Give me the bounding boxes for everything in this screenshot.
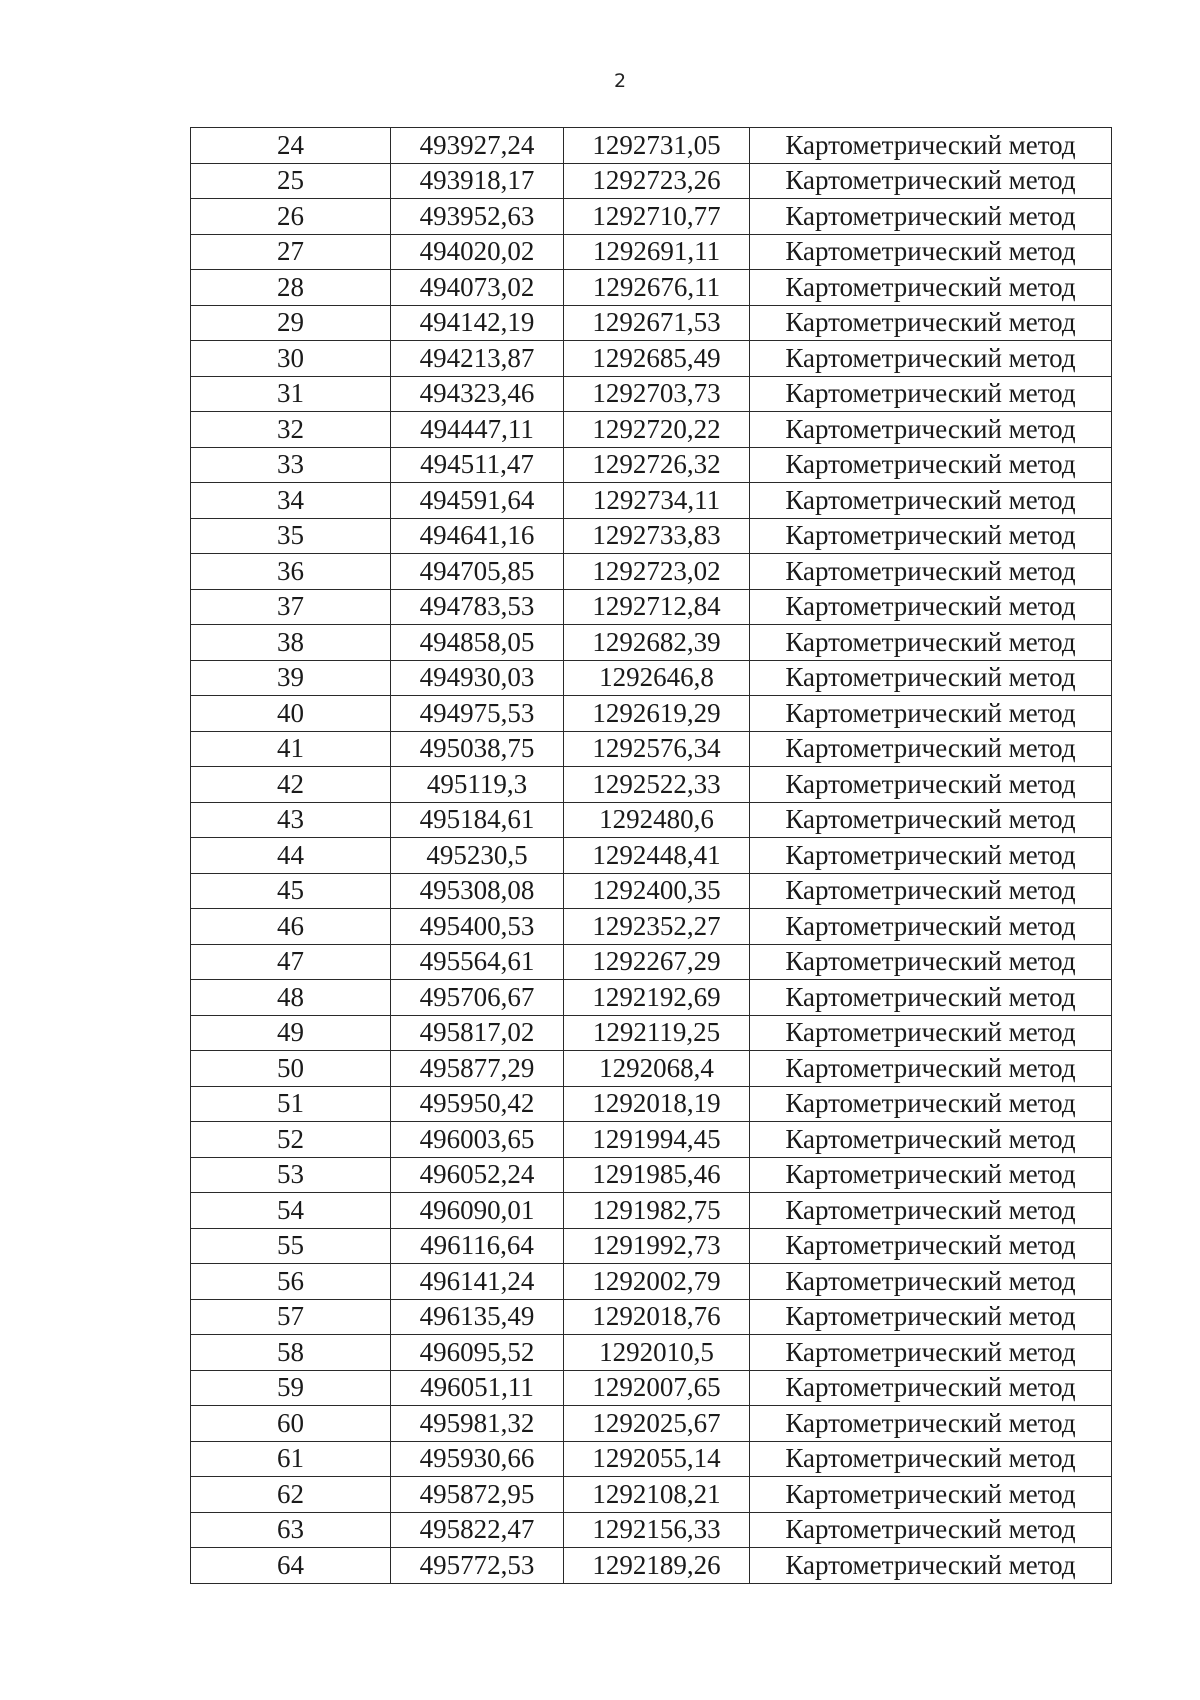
y-coordinate-cell: 1292576,34 [564, 731, 750, 767]
method-cell: Картометрический метод [750, 1406, 1112, 1442]
method-cell: Картометрический метод [750, 1477, 1112, 1513]
method-cell: Картометрический метод [750, 1264, 1112, 1300]
point-number-cell: 34 [191, 483, 391, 519]
point-number-cell: 54 [191, 1193, 391, 1229]
table-row [191, 980, 1112, 1016]
point-number-cell: 24 [191, 128, 391, 164]
table-row [191, 163, 1112, 199]
method-cell: Картометрический метод [750, 589, 1112, 625]
table-row [191, 376, 1112, 412]
x-coordinate-cell: 495877,29 [391, 1051, 564, 1087]
point-number-cell: 32 [191, 412, 391, 448]
point-number-cell: 39 [191, 660, 391, 696]
point-number-cell: 42 [191, 767, 391, 803]
method-cell: Картометрический метод [750, 305, 1112, 341]
y-coordinate-cell: 1292002,79 [564, 1264, 750, 1300]
y-coordinate-cell: 1291985,46 [564, 1157, 750, 1193]
method-cell: Картометрический метод [750, 341, 1112, 377]
x-coordinate-cell: 495564,61 [391, 944, 564, 980]
point-number-cell: 30 [191, 341, 391, 377]
point-number-cell: 64 [191, 1548, 391, 1584]
table-row [191, 1122, 1112, 1158]
y-coordinate-cell: 1291982,75 [564, 1193, 750, 1229]
method-cell: Картометрический метод [750, 128, 1112, 164]
point-number-cell: 28 [191, 270, 391, 306]
x-coordinate-cell: 496116,64 [391, 1228, 564, 1264]
x-coordinate-cell: 496141,24 [391, 1264, 564, 1300]
x-coordinate-cell: 495772,53 [391, 1548, 564, 1584]
y-coordinate-cell: 1292731,05 [564, 128, 750, 164]
point-number-cell: 51 [191, 1086, 391, 1122]
point-number-cell: 25 [191, 163, 391, 199]
table-row [191, 1228, 1112, 1264]
x-coordinate-cell: 494930,03 [391, 660, 564, 696]
x-coordinate-cell: 495930,66 [391, 1441, 564, 1477]
method-cell: Картометрический метод [750, 909, 1112, 945]
method-cell: Картометрический метод [750, 625, 1112, 661]
y-coordinate-cell: 1292712,84 [564, 589, 750, 625]
x-coordinate-cell: 495872,95 [391, 1477, 564, 1513]
point-number-cell: 27 [191, 234, 391, 270]
y-coordinate-cell: 1292676,11 [564, 270, 750, 306]
y-coordinate-cell: 1292480,6 [564, 802, 750, 838]
table-row [191, 518, 1112, 554]
x-coordinate-cell: 494073,02 [391, 270, 564, 306]
x-coordinate-cell: 495230,5 [391, 838, 564, 874]
point-number-cell: 37 [191, 589, 391, 625]
table-row [191, 234, 1112, 270]
y-coordinate-cell: 1292352,27 [564, 909, 750, 945]
x-coordinate-cell: 493918,17 [391, 163, 564, 199]
y-coordinate-cell: 1292055,14 [564, 1441, 750, 1477]
method-cell: Картометрический метод [750, 696, 1112, 732]
method-cell: Картометрический метод [750, 838, 1112, 874]
point-number-cell: 57 [191, 1299, 391, 1335]
table-row [191, 1264, 1112, 1300]
y-coordinate-cell: 1292119,25 [564, 1015, 750, 1051]
y-coordinate-cell: 1292726,32 [564, 447, 750, 483]
y-coordinate-cell: 1292400,35 [564, 873, 750, 909]
y-coordinate-cell: 1292682,39 [564, 625, 750, 661]
y-coordinate-cell: 1292068,4 [564, 1051, 750, 1087]
method-cell: Картометрический метод [750, 1548, 1112, 1584]
point-number-cell: 56 [191, 1264, 391, 1300]
method-cell: Картометрический метод [750, 980, 1112, 1016]
point-number-cell: 31 [191, 376, 391, 412]
method-cell: Картометрический метод [750, 1157, 1112, 1193]
y-coordinate-cell: 1292685,49 [564, 341, 750, 377]
y-coordinate-cell: 1292018,76 [564, 1299, 750, 1335]
method-cell: Картометрический метод [750, 944, 1112, 980]
y-coordinate-cell: 1292691,11 [564, 234, 750, 270]
point-number-cell: 43 [191, 802, 391, 838]
x-coordinate-cell: 496095,52 [391, 1335, 564, 1371]
table-row [191, 270, 1112, 306]
table-row [191, 767, 1112, 803]
point-number-cell: 38 [191, 625, 391, 661]
method-cell: Картометрический метод [750, 483, 1112, 519]
y-coordinate-cell: 1292010,5 [564, 1335, 750, 1371]
x-coordinate-cell: 495817,02 [391, 1015, 564, 1051]
method-cell: Картометрический метод [750, 234, 1112, 270]
y-coordinate-cell: 1291992,73 [564, 1228, 750, 1264]
point-number-cell: 33 [191, 447, 391, 483]
y-coordinate-cell: 1292267,29 [564, 944, 750, 980]
point-number-cell: 35 [191, 518, 391, 554]
table-row [191, 1193, 1112, 1229]
x-coordinate-cell: 495308,08 [391, 873, 564, 909]
x-coordinate-cell: 494783,53 [391, 589, 564, 625]
table-row [191, 412, 1112, 448]
x-coordinate-cell: 494858,05 [391, 625, 564, 661]
point-number-cell: 46 [191, 909, 391, 945]
x-coordinate-cell: 496090,01 [391, 1193, 564, 1229]
table-row [191, 1051, 1112, 1087]
x-coordinate-cell: 495981,32 [391, 1406, 564, 1442]
point-number-cell: 47 [191, 944, 391, 980]
table-row [191, 341, 1112, 377]
x-coordinate-cell: 495822,47 [391, 1512, 564, 1548]
x-coordinate-cell: 494447,11 [391, 412, 564, 448]
table-row [191, 696, 1112, 732]
y-coordinate-cell: 1291994,45 [564, 1122, 750, 1158]
method-cell: Картометрический метод [750, 1512, 1112, 1548]
x-coordinate-cell: 495400,53 [391, 909, 564, 945]
x-coordinate-cell: 494975,53 [391, 696, 564, 732]
x-coordinate-cell: 494705,85 [391, 554, 564, 590]
x-coordinate-cell: 495706,67 [391, 980, 564, 1016]
y-coordinate-cell: 1292720,22 [564, 412, 750, 448]
table-row [191, 625, 1112, 661]
point-number-cell: 29 [191, 305, 391, 341]
y-coordinate-cell: 1292646,8 [564, 660, 750, 696]
point-number-cell: 48 [191, 980, 391, 1016]
y-coordinate-cell: 1292108,21 [564, 1477, 750, 1513]
point-number-cell: 36 [191, 554, 391, 590]
point-number-cell: 62 [191, 1477, 391, 1513]
x-coordinate-cell: 495038,75 [391, 731, 564, 767]
table-row [191, 589, 1112, 625]
point-number-cell: 40 [191, 696, 391, 732]
method-cell: Картометрический метод [750, 199, 1112, 235]
method-cell: Картометрический метод [750, 1086, 1112, 1122]
x-coordinate-cell: 495184,61 [391, 802, 564, 838]
table-row [191, 1548, 1112, 1584]
method-cell: Картометрический метод [750, 1299, 1112, 1335]
table-row [191, 1512, 1112, 1548]
table-row [191, 944, 1112, 980]
point-number-cell: 63 [191, 1512, 391, 1548]
table-row [191, 1441, 1112, 1477]
table-row [191, 1406, 1112, 1442]
y-coordinate-cell: 1292189,26 [564, 1548, 750, 1584]
table-row [191, 802, 1112, 838]
method-cell: Картометрический метод [750, 518, 1112, 554]
table-row [191, 1086, 1112, 1122]
table-row [191, 731, 1112, 767]
y-coordinate-cell: 1292156,33 [564, 1512, 750, 1548]
table-row [191, 199, 1112, 235]
method-cell: Картометрический метод [750, 1122, 1112, 1158]
x-coordinate-cell: 494323,46 [391, 376, 564, 412]
method-cell: Картометрический метод [750, 554, 1112, 590]
method-cell: Картометрический метод [750, 447, 1112, 483]
x-coordinate-cell: 493952,63 [391, 199, 564, 235]
table-row [191, 1335, 1112, 1371]
y-coordinate-cell: 1292619,29 [564, 696, 750, 732]
table-row [191, 305, 1112, 341]
y-coordinate-cell: 1292018,19 [564, 1086, 750, 1122]
table-row [191, 838, 1112, 874]
point-number-cell: 52 [191, 1122, 391, 1158]
table-row [191, 554, 1112, 590]
table-row [191, 1015, 1112, 1051]
point-number-cell: 58 [191, 1335, 391, 1371]
point-number-cell: 60 [191, 1406, 391, 1442]
y-coordinate-cell: 1292723,26 [564, 163, 750, 199]
table-row [191, 447, 1112, 483]
method-cell: Картометрический метод [750, 1228, 1112, 1264]
point-number-cell: 26 [191, 199, 391, 235]
table-row [191, 1157, 1112, 1193]
table-row [191, 873, 1112, 909]
point-number-cell: 59 [191, 1370, 391, 1406]
point-number-cell: 44 [191, 838, 391, 874]
y-coordinate-cell: 1292007,65 [564, 1370, 750, 1406]
y-coordinate-cell: 1292448,41 [564, 838, 750, 874]
table-row [191, 1370, 1112, 1406]
point-number-cell: 45 [191, 873, 391, 909]
point-number-cell: 49 [191, 1015, 391, 1051]
method-cell: Картометрический метод [750, 1051, 1112, 1087]
page-number: 2 [613, 70, 627, 92]
x-coordinate-cell: 496052,24 [391, 1157, 564, 1193]
x-coordinate-cell: 494591,64 [391, 483, 564, 519]
y-coordinate-cell: 1292703,73 [564, 376, 750, 412]
x-coordinate-cell: 495950,42 [391, 1086, 564, 1122]
x-coordinate-cell: 496135,49 [391, 1299, 564, 1335]
method-cell: Картометрический метод [750, 412, 1112, 448]
point-number-cell: 50 [191, 1051, 391, 1087]
point-number-cell: 55 [191, 1228, 391, 1264]
x-coordinate-cell: 496003,65 [391, 1122, 564, 1158]
method-cell: Картометрический метод [750, 1015, 1112, 1051]
coordinates-table [190, 127, 1112, 1584]
y-coordinate-cell: 1292025,67 [564, 1406, 750, 1442]
y-coordinate-cell: 1292710,77 [564, 199, 750, 235]
coordinates-table-body [191, 128, 1112, 1584]
y-coordinate-cell: 1292192,69 [564, 980, 750, 1016]
x-coordinate-cell: 494020,02 [391, 234, 564, 270]
table-row [191, 909, 1112, 945]
method-cell: Картометрический метод [750, 1370, 1112, 1406]
table-row [191, 1477, 1112, 1513]
x-coordinate-cell: 493927,24 [391, 128, 564, 164]
x-coordinate-cell: 494641,16 [391, 518, 564, 554]
point-number-cell: 53 [191, 1157, 391, 1193]
table-row [191, 128, 1112, 164]
y-coordinate-cell: 1292723,02 [564, 554, 750, 590]
method-cell: Картометрический метод [750, 1193, 1112, 1229]
y-coordinate-cell: 1292671,53 [564, 305, 750, 341]
point-number-cell: 41 [191, 731, 391, 767]
x-coordinate-cell: 494142,19 [391, 305, 564, 341]
y-coordinate-cell: 1292733,83 [564, 518, 750, 554]
method-cell: Картометрический метод [750, 270, 1112, 306]
method-cell: Картометрический метод [750, 1441, 1112, 1477]
y-coordinate-cell: 1292522,33 [564, 767, 750, 803]
method-cell: Картометрический метод [750, 731, 1112, 767]
method-cell: Картометрический метод [750, 376, 1112, 412]
x-coordinate-cell: 495119,3 [391, 767, 564, 803]
x-coordinate-cell: 494511,47 [391, 447, 564, 483]
method-cell: Картометрический метод [750, 660, 1112, 696]
method-cell: Картометрический метод [750, 802, 1112, 838]
method-cell: Картометрический метод [750, 163, 1112, 199]
y-coordinate-cell: 1292734,11 [564, 483, 750, 519]
x-coordinate-cell: 494213,87 [391, 341, 564, 377]
x-coordinate-cell: 496051,11 [391, 1370, 564, 1406]
table-row [191, 1299, 1112, 1335]
method-cell: Картометрический метод [750, 767, 1112, 803]
point-number-cell: 61 [191, 1441, 391, 1477]
table-row [191, 660, 1112, 696]
method-cell: Картометрический метод [750, 1335, 1112, 1371]
table-row [191, 483, 1112, 519]
method-cell: Картометрический метод [750, 873, 1112, 909]
